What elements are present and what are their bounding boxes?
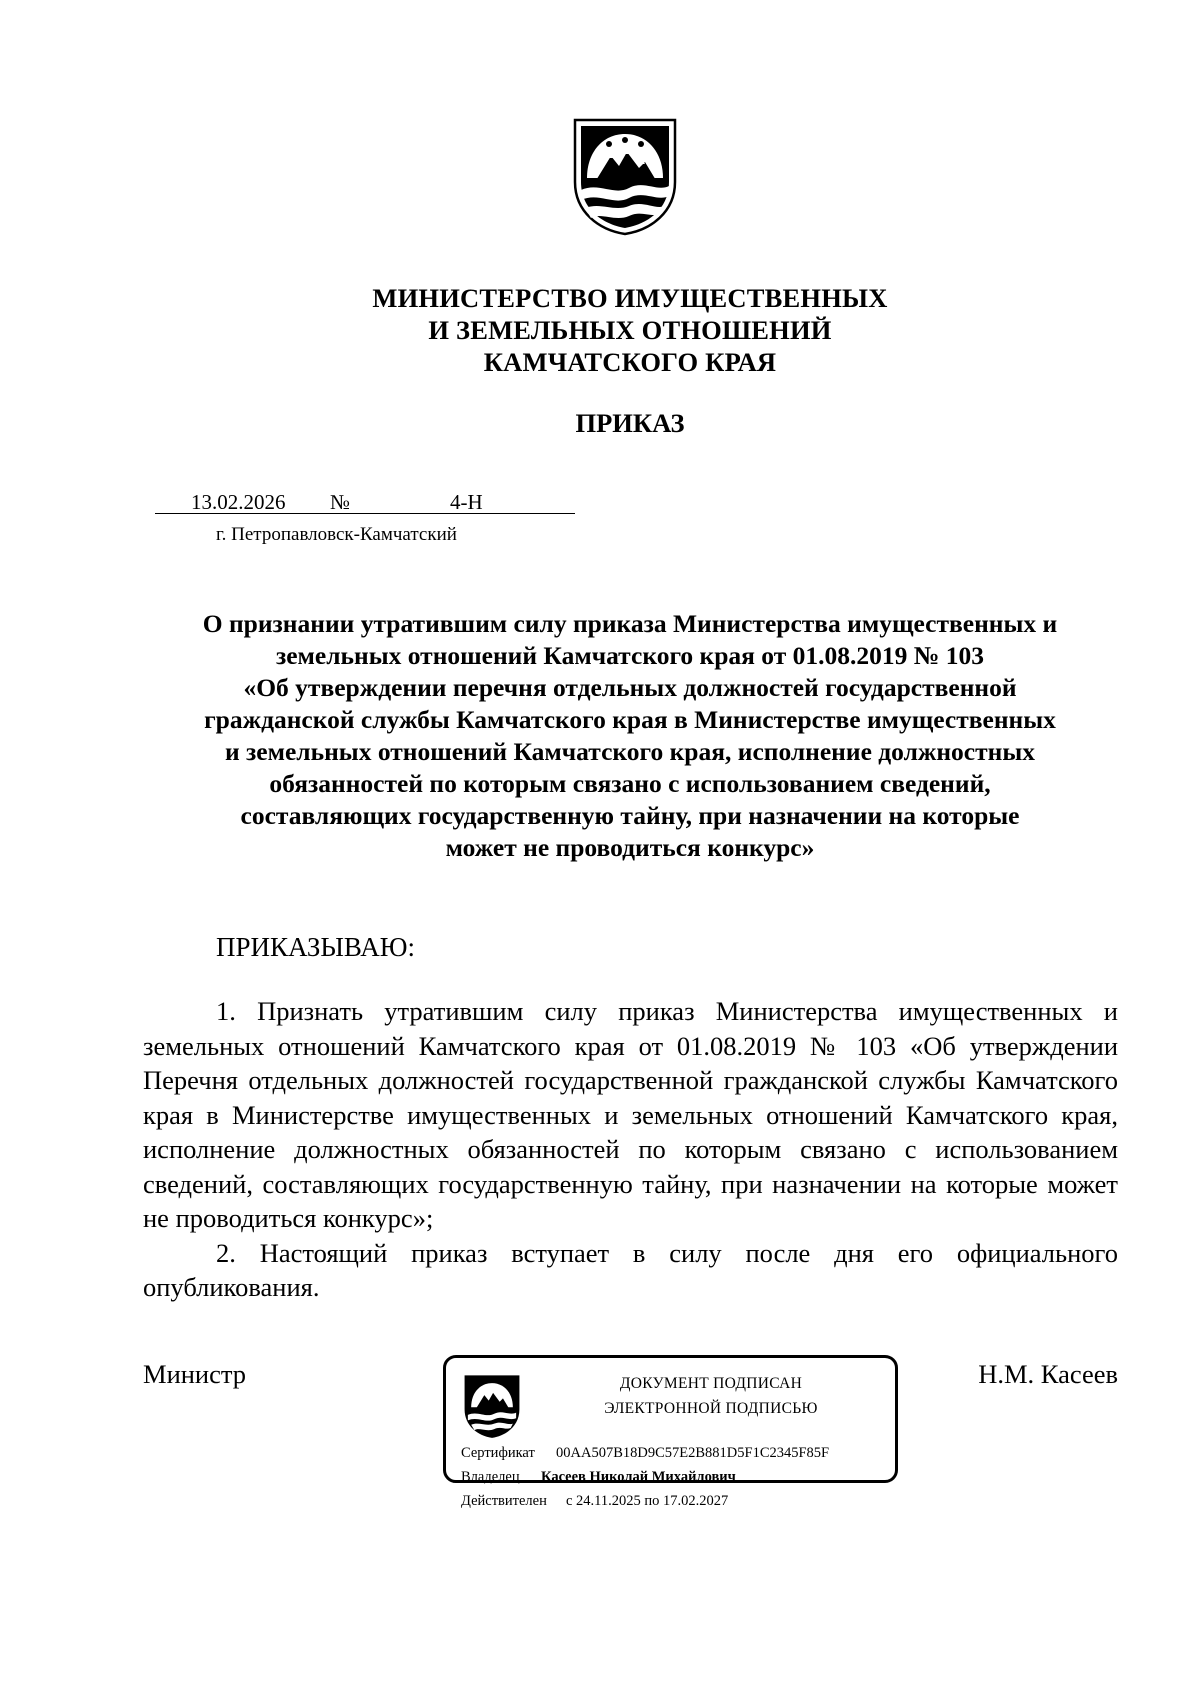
- ministry-line: МИНИСТЕРСТВО ИМУЩЕСТВЕННЫХ: [372, 283, 888, 313]
- ministry-line: И ЗЕМЕЛЬНЫХ ОТНОШЕНИЙ: [428, 315, 832, 345]
- order-title: [140, 608, 1120, 864]
- order-number: 4-Н: [450, 490, 483, 514]
- command-word: ПРИКАЗЫВАЮ:: [216, 932, 415, 962]
- certificate-label: Сертификат: [461, 1445, 535, 1461]
- paragraph: 1. Признать утратившим силу приказ Министерства имущественных и земельных отношений Камчатского края от 01.08.2019 № 103 «Об утверждении Перечня отдельных должностей государственной гражданской службы Камчатского края в Министерстве имущественных и земельных отношений Камчатского края, исполнение должностных обязанностей по которым связано с использованием сведений, составляющих государственную тайну, при назначении на которые может не проводиться конкурс»;: [143, 996, 1118, 1233]
- signatory-name: Н.М. Касеев: [978, 1359, 1118, 1389]
- electronic-signature-stamp: [443, 1355, 898, 1509]
- certificate-value: 00AA507B18D9C57E2B881D5F1C2345F85F: [556, 1445, 830, 1461]
- number-sign: №: [330, 490, 351, 514]
- validity-value: с 24.11.2025 по 17.02.2027: [566, 1493, 729, 1509]
- owner-value: Касеев Николай Михайлович: [541, 1469, 736, 1485]
- owner-row: [461, 1469, 736, 1486]
- order-body: [143, 994, 1118, 1305]
- stamp-heading-line: ДОКУМЕНТ ПОДПИСАН: [619, 1375, 803, 1392]
- order-date: 13.02.2026: [191, 490, 286, 514]
- city-name: г. Петропавловск-Камчатский: [216, 524, 457, 545]
- stamp-heading-line: ЭЛЕКТРОННОЙ ПОДПИСЬЮ: [604, 1400, 818, 1417]
- kamchatka-emblem-icon: [569, 112, 681, 236]
- title-line: может не проводиться конкурс»: [445, 833, 815, 862]
- validity-row: [461, 1493, 728, 1510]
- validity-label: Действителен: [461, 1493, 547, 1509]
- title-line: и земельных отношений Камчатского края, исполнение должностных: [224, 737, 1036, 766]
- certificate-row: [461, 1445, 829, 1462]
- title-line: О признании утратившим силу приказа Министерства имущественных и: [202, 609, 1058, 638]
- paragraph: 2. Настоящий приказ вступает в силу после дня его официального опубликования.: [143, 1237, 1118, 1302]
- signatory-position: Министр: [143, 1359, 247, 1389]
- stamp-heading: [541, 1371, 881, 1421]
- stamp-emblem-icon: [461, 1371, 523, 1439]
- owner-label: Владелец: [461, 1469, 520, 1485]
- document-type: ПРИКАЗ: [575, 408, 685, 438]
- ministry-heading: [0, 282, 1200, 378]
- title-line: гражданской службы Камчатского края в Министерстве имущественных: [204, 705, 1056, 734]
- title-line: обязанностей по которым связано с использованием сведений,: [269, 769, 991, 798]
- ministry-line: КАМЧАТСКОГО КРАЯ: [483, 347, 777, 377]
- title-line: земельных отношений Камчатского края от 01.08.2019 № 103: [275, 641, 984, 670]
- title-line: «Об утверждении перечня отдельных должностей государственной: [243, 673, 1017, 702]
- title-line: составляющих государственную тайну, при назначении на которые: [240, 801, 1020, 830]
